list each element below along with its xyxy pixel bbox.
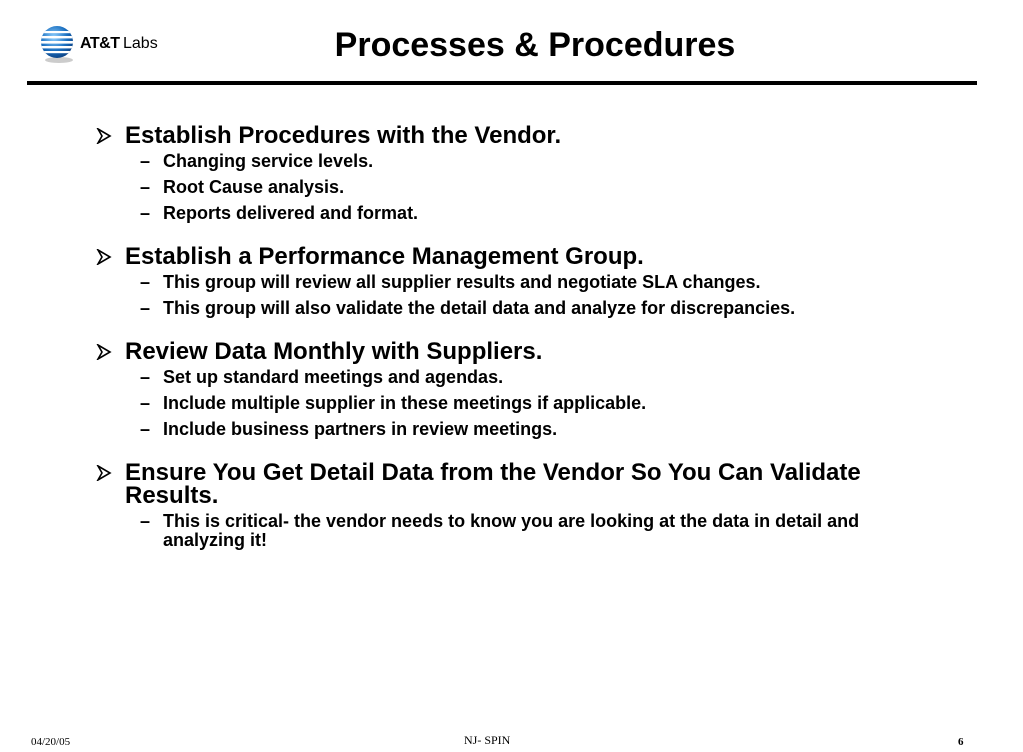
bullet-item: [96, 461, 946, 507]
bullet-block: [96, 461, 946, 550]
bullet-block: [96, 340, 946, 439]
sub-item: – Root Cause analysis.: [140, 177, 345, 197]
bullet-item: [96, 124, 946, 147]
bullet-block: [96, 245, 946, 318]
sub-item-text: Root Cause analysis.: [163, 177, 345, 197]
bullet-text: Ensure You Get Detail Data from the Vendor So You Can Validate Results.: [125, 459, 861, 509]
footer-center-text: NJ- SPIN: [464, 733, 511, 747]
sub-item-text: This group will review all supplier results and negotiate SLA changes.: [163, 272, 761, 292]
arrow-bullet-icon: [96, 465, 112, 481]
sub-item-text: Reports delivered and format.: [163, 203, 419, 223]
sub-item: – Include business partners in review meetings.: [140, 419, 558, 439]
sub-list: [96, 273, 946, 318]
sub-item: – Include multiple supplier in these meetings if applicable.: [140, 393, 647, 413]
bullet-text: Establish Procedures with the Vendor.: [125, 122, 562, 149]
title-divider: [27, 81, 977, 85]
bullet-item: [96, 340, 946, 363]
logo-brand-text: AT&T: [80, 35, 120, 52]
sub-item-text: Include business partners in review meetings.: [163, 419, 558, 439]
sub-item: – Set up standard meetings and agendas.: [140, 367, 504, 387]
bullet-text: Review Data Monthly with Suppliers.: [125, 338, 543, 365]
arrow-bullet-icon: [96, 249, 112, 265]
sub-item: – Reports delivered and format.: [140, 203, 419, 223]
bullet-text: Establish a Performance Management Group.: [125, 243, 644, 270]
sub-item: – Changing service levels.: [140, 151, 374, 171]
arrow-bullet-icon: [96, 344, 112, 360]
bullet-item: [96, 245, 946, 268]
page-title: Processes & Procedures: [334, 26, 736, 64]
arrow-bullet-icon: [96, 128, 112, 144]
sub-list: [96, 512, 946, 550]
sub-item-text: This group will also validate the detail data and analyze for discrepancies.: [163, 298, 796, 318]
logo-labs-text: Labs: [123, 35, 158, 52]
page-number: 6: [958, 736, 964, 748]
bullet-block: [96, 124, 946, 223]
footer-date: 04/20/05: [31, 736, 71, 748]
slide-body: [96, 124, 946, 572]
sub-item-text: Set up standard meetings and agendas.: [163, 367, 504, 387]
sub-list: [96, 152, 946, 223]
sub-list: [96, 368, 946, 439]
sub-item-text: Changing service levels.: [163, 151, 374, 171]
sub-item: – This group will also validate the detail data and analyze for discrepancies.: [140, 298, 796, 318]
sub-item: – This group will review all supplier results and negotiate SLA changes.: [140, 272, 761, 292]
sub-item-text: Include multiple supplier in these meetings if applicable.: [163, 393, 647, 413]
sub-item: – This is critical- the vendor needs to know you are looking at the data in detail and analyzing it!: [140, 511, 860, 550]
sub-item-text: This is critical- the vendor needs to know you are looking at the data in detail and analyzing it!: [163, 511, 860, 550]
